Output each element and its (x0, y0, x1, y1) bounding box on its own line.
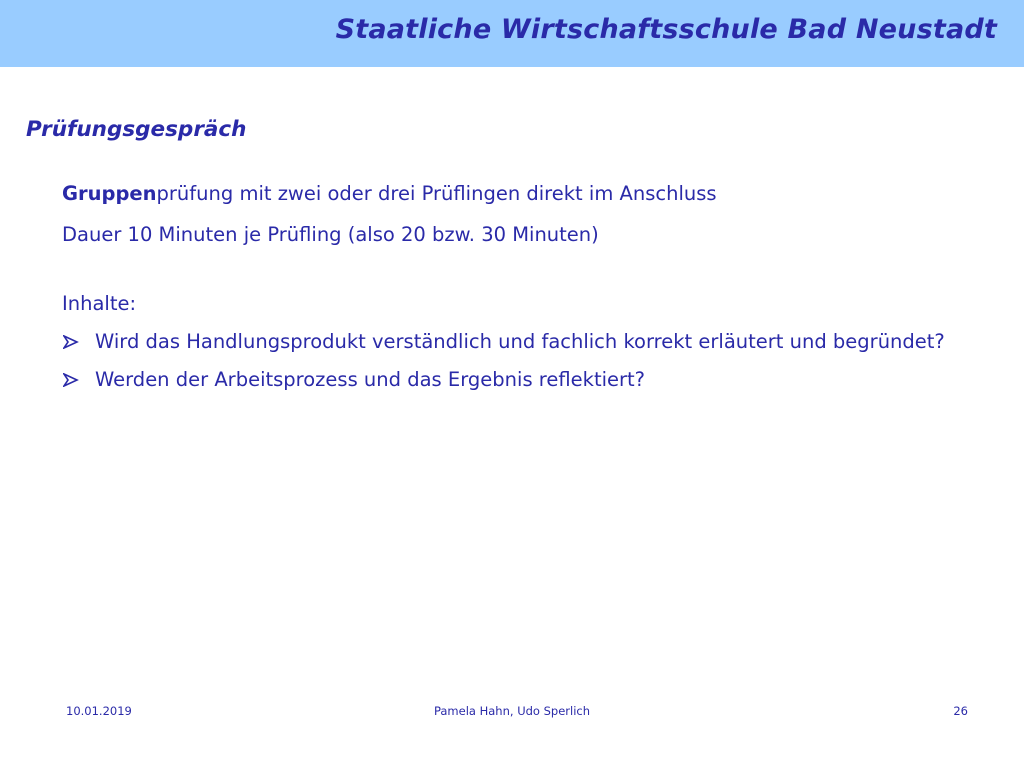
slide-content (62, 180, 972, 404)
group-exam-bold-word: Gruppen (62, 182, 157, 205)
arrow-bullet-icon (63, 335, 79, 349)
duration-line: Dauer 10 Minuten je Prüfling (also 20 bzw. 30 Minuten) (62, 223, 599, 246)
footer-date: 10.01.2019 (66, 704, 132, 718)
contents-label: Inhalte: (62, 292, 137, 315)
bullet-item-2 (62, 366, 972, 394)
footer-authors: Pamela Hahn, Udo Sperlich (433, 704, 591, 718)
group-exam-line (62, 180, 972, 208)
group-exam-text: prüfung mit zwei oder drei Prüflingen direkt im Anschluss (156, 182, 717, 205)
arrow-bullet-icon (63, 373, 79, 387)
section-heading: Prüfungsgespräch (26, 117, 247, 142)
bullet-item-1 (62, 328, 972, 356)
bullet-text-1: Wird das Handlungsprodukt verständlich und fachlich korrekt erläutert und begründet? (95, 330, 945, 353)
bullet-text-2: Werden der Arbeitsprozess und das Ergebnis reflektiert? (95, 368, 646, 391)
footer-page-number: 26 (953, 704, 968, 718)
slide-header-title: Staatliche Wirtschaftsschule Bad Neustadt (335, 14, 997, 45)
